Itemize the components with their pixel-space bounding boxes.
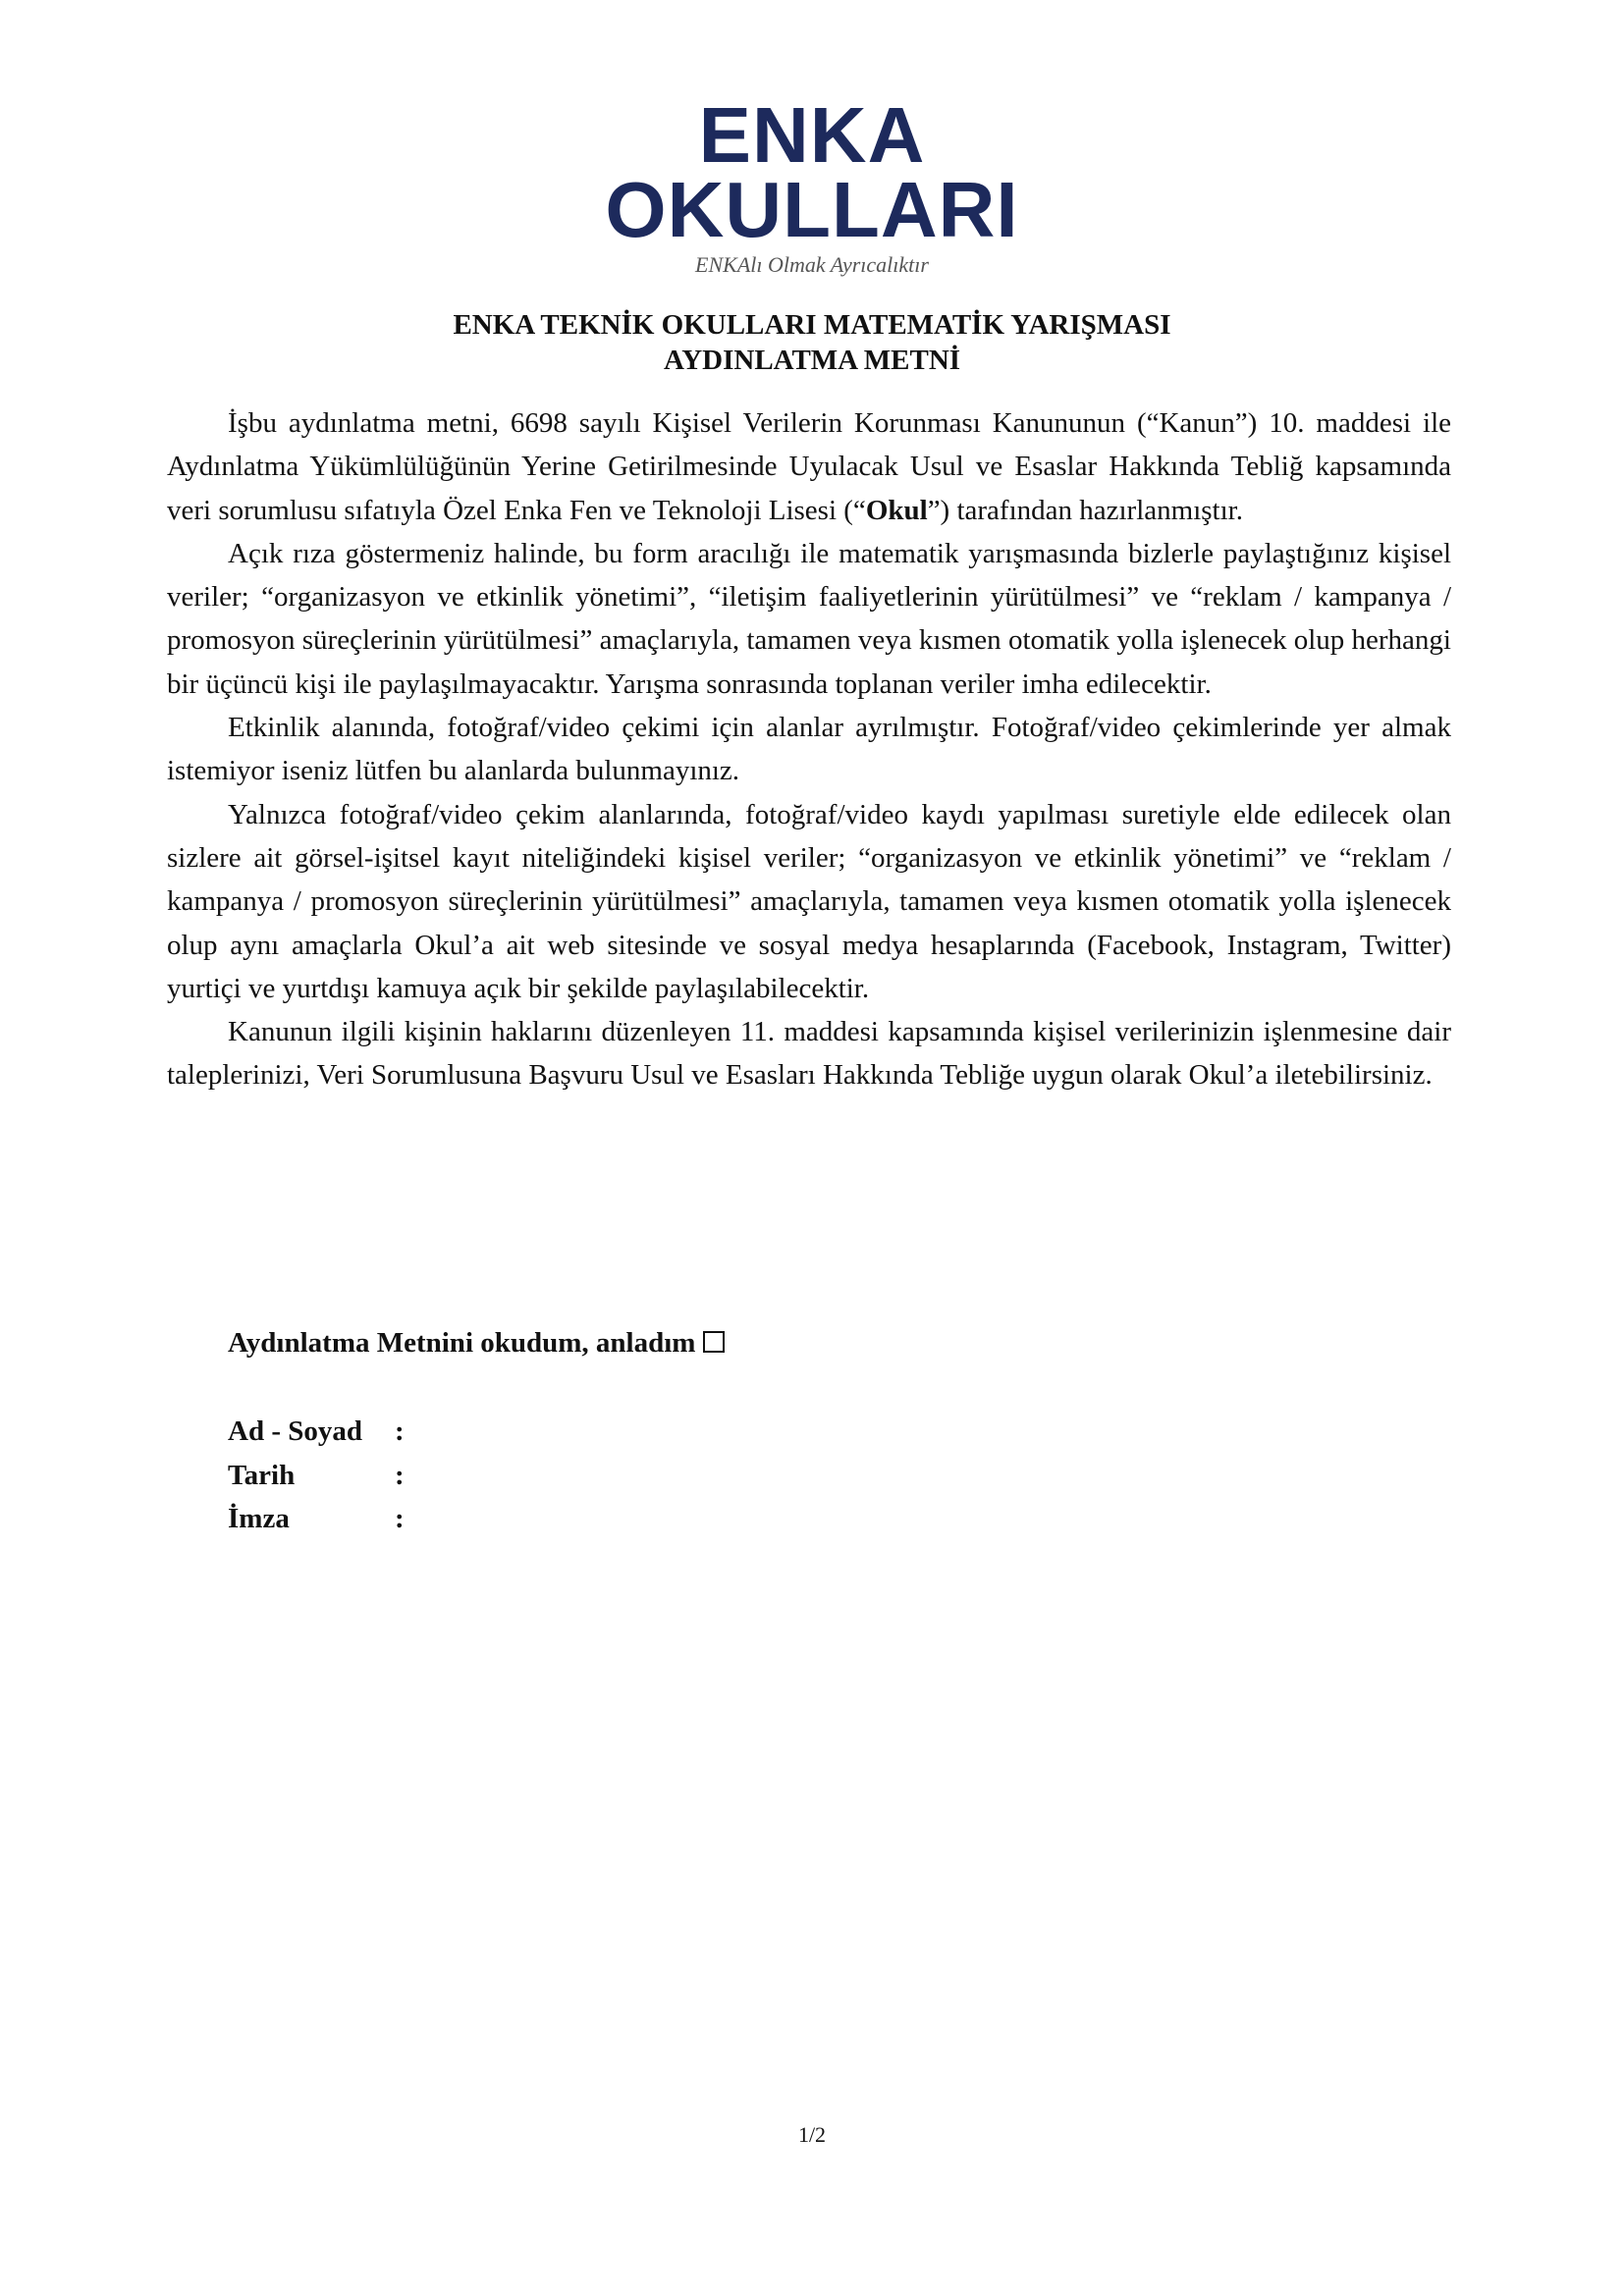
field-colon-date: : [395,1459,405,1491]
consent-row [228,1321,725,1364]
field-colon-name: : [395,1415,405,1447]
logo-tagline: ENKAlı Olmak Ayrıcalıktır [695,252,929,277]
paragraph-1-text-start: İşbu aydınlatma metni, 6698 sayılı Kişisel Verilerin Korunması Kanununun (“Kanun”) 10. maddesi ile Aydınlatma Yükümlülüğünün Yerine Getirilmesinde Uyulacak Usul ve Esaslar Hakkında Tebliğ kapsamında veri sorumlusu sıfatıyla Özel Enka Fen ve Teknoloji Lisesi (“ [167,407,1451,526]
paragraph-2: Açık rıza göstermeniz halinde, bu form aracılığı ile matematik yarışmasında bizlerle paylaştığınız kişisel veriler; “organizasyon ve etkinlik yönetimi”, “iletişim faaliyetlerinin yürütülmesi” ve “reklam / kampanya / promosyon süreçlerinin yürütülmesi” amaçlarıyla, tamamen veya kısmen otomatik yolla işlenecek olup herhangi bir üçüncü kişi ile paylaşılmayacaktır. Yarışma sonrasında toplanan veriler imha edilecektir. [167,537,1451,700]
paragraph-3: Etkinlik alanında, fotoğraf/video çekimi için alanlar ayrılmıştır. Fotoğraf/video çekimlerinde yer almak istemiyor iseniz lütfen bu alanlarda bulunmayınız. [167,712,1451,787]
field-row-date [228,1454,405,1498]
consent-checkbox[interactable] [703,1331,725,1353]
document-title-line-1: ENKA TEKNİK OKULLARI MATEMATİK YARIŞMASI [453,309,1171,341]
school-logo [0,91,1624,281]
field-label-name: Ad - Soyad [228,1415,362,1447]
field-label-date: Tarih [228,1459,296,1491]
field-colon-signature: : [395,1503,405,1534]
document-title-line-2: AYDINLATMA METNİ [663,345,961,376]
paragraph-1-text-end: ”) tarafından hazırlanmıştır. [927,494,1243,526]
logo-word-enka: ENKA [698,91,926,179]
consent-label: Aydınlatma Metnini okudum, anladım [228,1327,696,1359]
field-label-signature: İmza [228,1503,290,1534]
paragraph-5: Kanunun ilgili kişinin haklarını düzenleyen 11. maddesi kapsamında kişisel verilerinizin işlenmesine dair taleplerinizi, Veri Sorumlusuna Başvuru Usul ve Esasları Hakkında Tebliğe uygun olarak Okul’a iletebilirsiniz. [167,1016,1451,1092]
page-number: 1/2 [797,2122,827,2147]
document-body [167,401,1451,1097]
field-row-name [228,1410,405,1454]
paragraph-1-bold-term: Okul [865,494,928,526]
signature-fields [228,1410,405,1541]
field-row-signature [228,1497,405,1541]
document-title [0,307,1624,378]
paragraph-4: Yalnızca fotoğraf/video çekim alanlarında, fotoğraf/video kaydı yapılması suretiyle elde edilecek olan sizlere ait görsel-işitsel kayıt niteliğindeki kişisel veriler; “organizasyon ve etkinlik yönetimi” ve “reklam / kampanya / promosyon süreçlerinin yürütülmesi” amaçlarıyla, tamamen veya kısmen otomatik yolla işlenecek olup aynı amaçlarla Okul’a ait web sitesinde ve sosyal medya hesaplarında (Facebook, Instagram, Twitter) yurtiçi ve yurtdışı kamuya açık bir şekilde paylaşılabilecektir. [167,798,1451,1004]
paragraph-1 [167,401,1451,532]
logo-word-okullari: OKULLARI [605,166,1019,253]
